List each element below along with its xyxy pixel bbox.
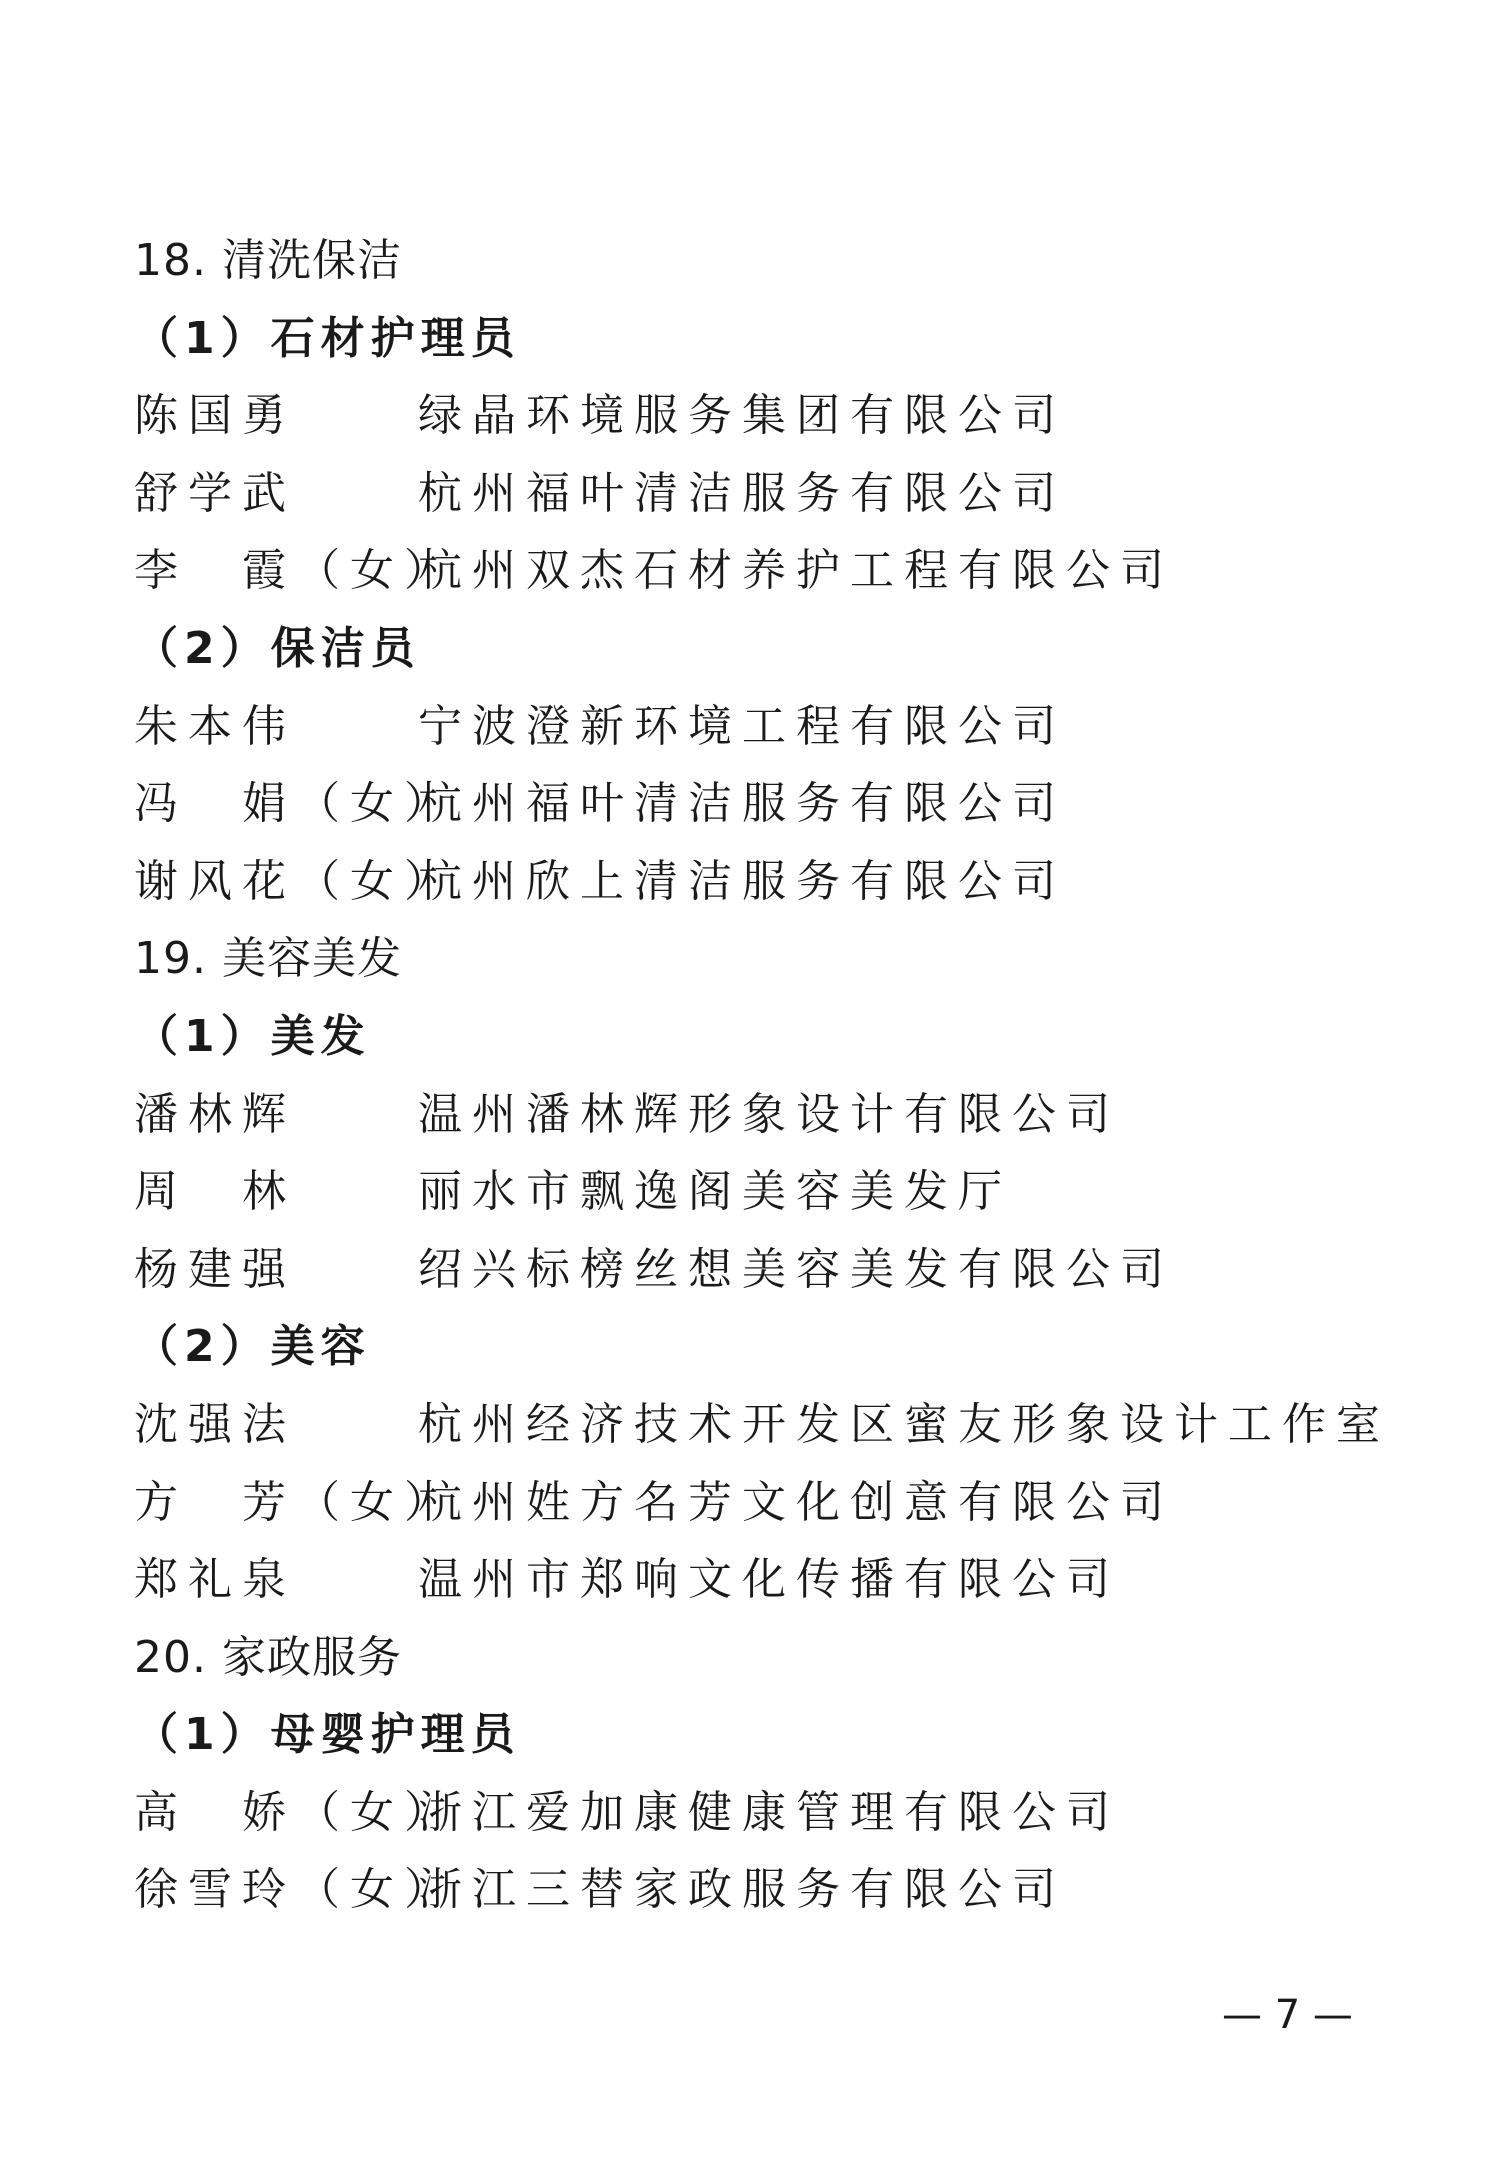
award-list [134, 222, 1390, 1929]
list-item [134, 1231, 1334, 1309]
organization-name: 浙江爱加康健康管理有限公司 [418, 1786, 1120, 1838]
list-item [134, 1386, 1390, 1464]
list-item [134, 843, 1334, 921]
list-item [134, 1464, 1334, 1542]
organization-name: 浙江三替家政服务有限公司 [418, 1864, 1066, 1916]
organization-name: 杭州欣上清洁服务有限公司 [418, 855, 1066, 907]
list-item [134, 532, 1334, 610]
organization-name: 杭州福叶清洁服务有限公司 [418, 467, 1066, 519]
organization-name: 杭州福叶清洁服务有限公司 [418, 778, 1066, 830]
subsection-title: （1）石材护理员 [134, 312, 521, 364]
list-item [134, 1774, 1334, 1852]
list-item [134, 1153, 1334, 1231]
person-name: 陈国勇 [134, 390, 296, 442]
person-name: 朱本伟 [134, 700, 296, 752]
person-name: 徐雪玲（女） [134, 1864, 458, 1916]
subsection-title: （1）母婴护理员 [134, 1709, 521, 1761]
list-item [134, 765, 1334, 843]
organization-name: 宁波澄新环境工程有限公司 [418, 700, 1066, 752]
person-name: 潘林辉 [134, 1088, 296, 1140]
person-name: 沈强法 [134, 1398, 296, 1450]
section-title: 18. 清洗保洁 [134, 235, 402, 286]
person-name: 周 林 [134, 1166, 296, 1218]
subsection-title: （1）美发 [134, 1010, 371, 1062]
organization-name: 杭州姓方名芳文化创意有限公司 [418, 1476, 1174, 1528]
person-name: 冯 娟（女） [134, 778, 458, 830]
page-number: — 7 — [1222, 1992, 1353, 2038]
list-item [134, 1541, 1334, 1619]
organization-name: 杭州双杰石材养护工程有限公司 [418, 545, 1174, 597]
list-item [134, 1076, 1334, 1154]
organization-name: 温州潘林辉形象设计有限公司 [418, 1088, 1120, 1140]
list-item [134, 1851, 1334, 1929]
person-name: 高 娇（女） [134, 1786, 458, 1838]
list-item [134, 455, 1334, 533]
person-name: 谢风花（女） [134, 855, 458, 907]
organization-name: 杭州经济技术开发区蜜友形象设计工作室 [418, 1398, 1390, 1450]
person-name: 方 芳（女） [134, 1476, 458, 1528]
person-name: 郑礼泉 [134, 1554, 296, 1606]
organization-name: 温州市郑响文化传播有限公司 [418, 1554, 1120, 1606]
person-name: 舒学武 [134, 467, 296, 519]
organization-name: 绍兴标榜丝想美容美发有限公司 [418, 1243, 1174, 1295]
list-item [134, 688, 1334, 766]
organization-name: 丽水市飘逸阁美容美发厅 [418, 1166, 1012, 1218]
person-name: 杨建强 [134, 1243, 296, 1295]
list-item [134, 377, 1334, 455]
subsection-title: （2）保洁员 [134, 622, 421, 674]
subsection-title: （2）美容 [134, 1321, 371, 1373]
organization-name: 绿晶环境服务集团有限公司 [418, 390, 1066, 442]
person-name: 李 霞（女） [134, 545, 458, 597]
section-title: 20. 家政服务 [134, 1631, 402, 1683]
section-title: 19. 美容美发 [134, 933, 402, 985]
